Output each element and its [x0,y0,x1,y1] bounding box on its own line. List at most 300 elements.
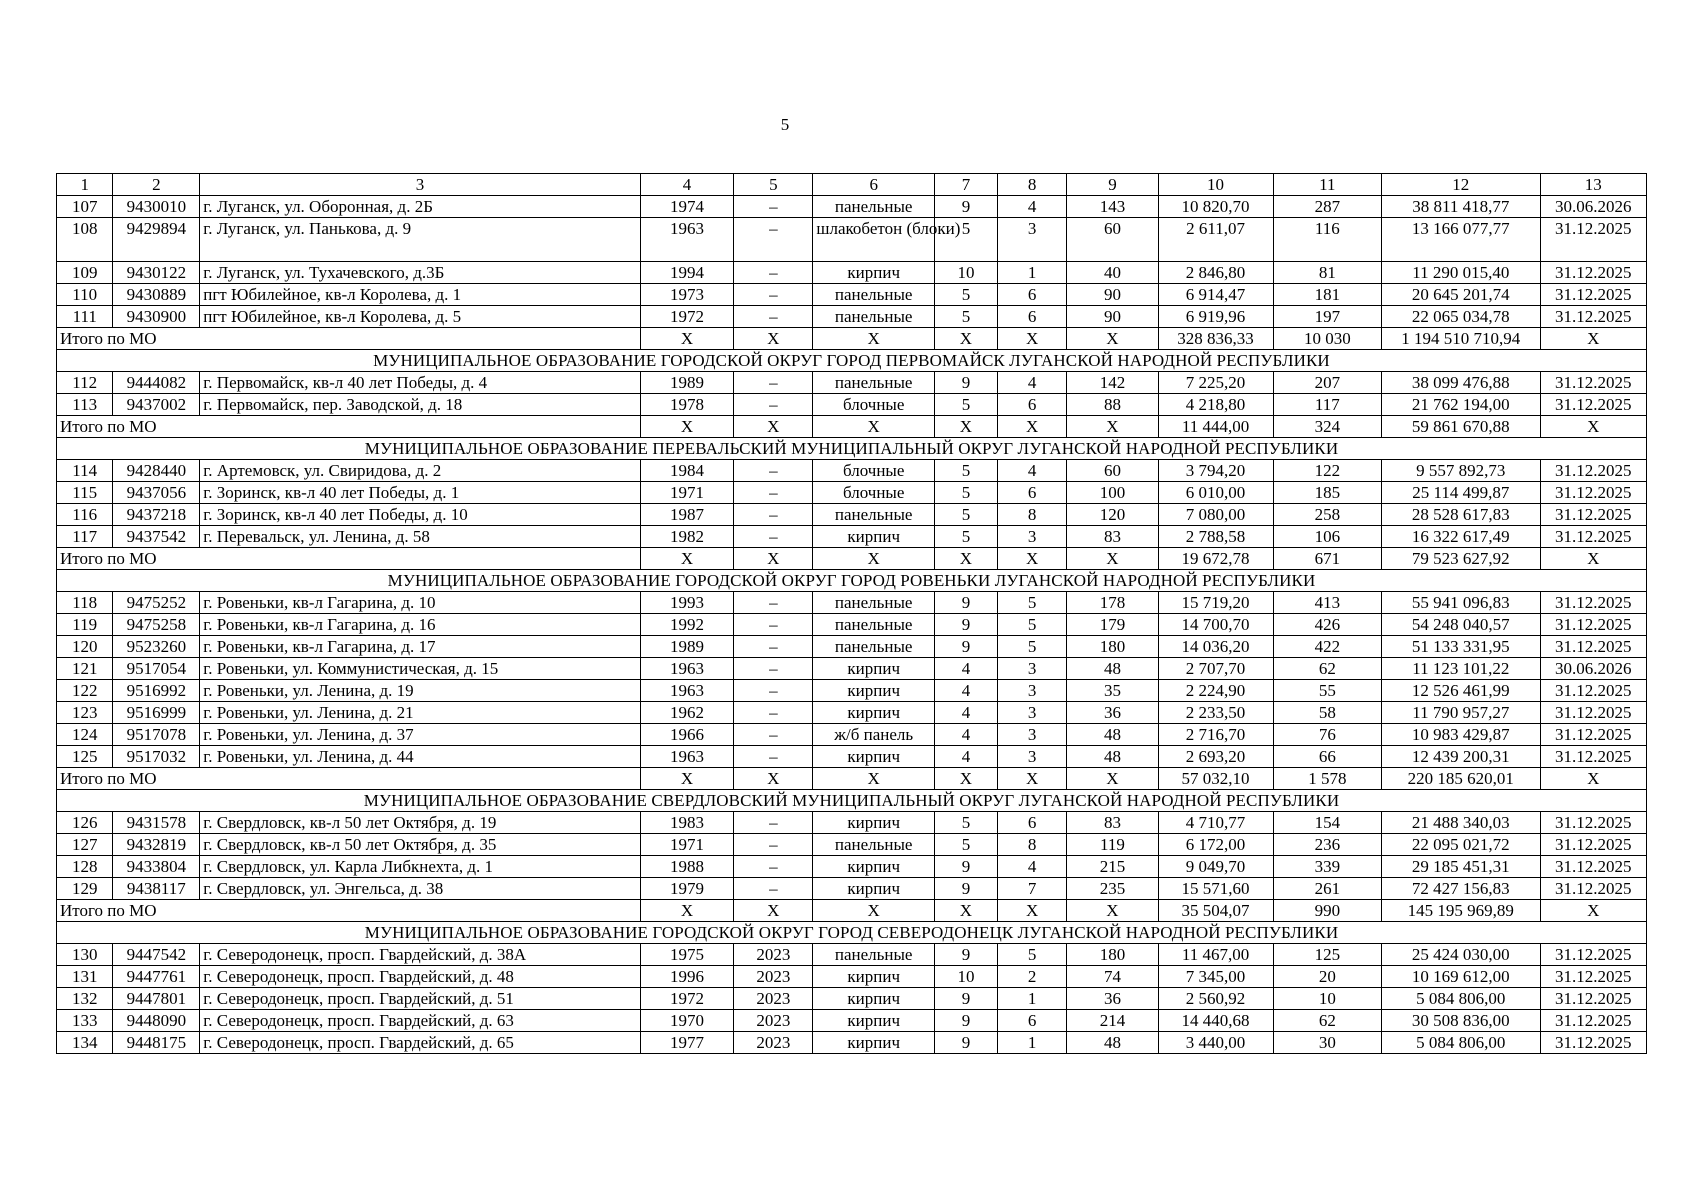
page-number: 5 [780,115,790,134]
total-area-cell: 10 820,70 [1158,196,1273,218]
subtotal-floors-cell: X [934,768,997,790]
table-row [57,1032,1647,1054]
subtotal-label: Итого по МО [57,548,641,570]
build-year-cell: 1987 [640,504,733,526]
apartments-cell: 48 [1067,746,1158,768]
build-year-cell: 1963 [640,680,733,702]
subtotal-row [57,900,1647,922]
cost-cell: 28 528 617,83 [1382,504,1540,526]
total-area-cell: 2 693,20 [1158,746,1273,768]
address-cell: г. Свердловск, ул. Энгельса, д. 38 [200,878,641,900]
wall-material-cell: кирпич [813,702,935,724]
municipality-section-row [57,570,1647,592]
row-number-cell: 130 [57,944,113,966]
build-year-cell: 1971 [640,834,733,856]
address-cell: г. Ровеньки, ул. Коммунистическая, д. 15 [200,658,641,680]
entrances-cell: 4 [997,372,1066,394]
row-number-cell: 108 [57,218,113,262]
build-year-cell: 1993 [640,592,733,614]
object-code-cell: 9444082 [113,372,200,394]
floors-cell: 9 [934,372,997,394]
subtotal-total-area-cell: 57 032,10 [1158,768,1273,790]
subtotal-total-area-cell: 328 836,33 [1158,328,1273,350]
subtotal-row [57,768,1647,790]
repair-year-cell: – [734,702,813,724]
wall-material-cell: ж/б панель [813,724,935,746]
deadline-cell: 31.12.2025 [1540,284,1646,306]
municipality-section-title: МУНИЦИПАЛЬНОЕ ОБРАЗОВАНИЕ СВЕРДЛОВСКИЙ МУНИЦИПАЛЬНЫЙ ОКРУГ ЛУГАНСКОЙ НАРОДНОЙ РЕСПУБЛИКИ [57,790,1647,812]
apartments-cell: 214 [1067,1010,1158,1032]
deadline-cell: 31.12.2025 [1540,394,1646,416]
build-year-cell: 1988 [640,856,733,878]
cost-cell: 16 322 617,49 [1382,526,1540,548]
floors-cell: 5 [934,284,997,306]
object-code-cell: 9447801 [113,988,200,1010]
build-year-cell: 1984 [640,460,733,482]
subtotal-deadline-cell: X [1540,768,1646,790]
wall-material-cell: кирпич [813,966,935,988]
wall-material-cell: панельные [813,614,935,636]
apartments-cell: 180 [1067,636,1158,658]
cost-cell: 12 526 461,99 [1382,680,1540,702]
cost-cell: 72 427 156,83 [1382,878,1540,900]
apartments-cell: 179 [1067,614,1158,636]
subtotal-repair-year-cell: X [734,900,813,922]
residents-cell: 81 [1273,262,1382,284]
row-number-cell: 122 [57,680,113,702]
entrances-cell: 2 [997,966,1066,988]
row-number-cell: 111 [57,306,113,328]
cost-cell: 11 290 015,40 [1382,262,1540,284]
object-code-cell: 9430010 [113,196,200,218]
apartments-cell: 215 [1067,856,1158,878]
apartments-cell: 40 [1067,262,1158,284]
object-code-cell: 9437542 [113,526,200,548]
table-row [57,834,1647,856]
floors-cell: 10 [934,262,997,284]
residents-cell: 181 [1273,284,1382,306]
address-cell: г. Свердловск, кв-л 50 лет Октября, д. 19 [200,812,641,834]
apartments-cell: 36 [1067,702,1158,724]
object-code-cell: 9447761 [113,966,200,988]
subtotal-deadline-cell: X [1540,416,1646,438]
deadline-cell: 31.12.2025 [1540,592,1646,614]
subtotal-floors-cell: X [934,900,997,922]
repair-year-cell: – [734,812,813,834]
subtotal-residents-cell: 1 578 [1273,768,1382,790]
deadline-cell: 30.06.2026 [1540,196,1646,218]
row-number-cell: 109 [57,262,113,284]
address-cell: г. Луганск, ул. Панькова, д. 9 [200,218,641,262]
subtotal-deadline-cell: X [1540,900,1646,922]
build-year-cell: 1989 [640,636,733,658]
subtotal-residents-cell: 324 [1273,416,1382,438]
address-cell: г. Ровеньки, ул. Ленина, д. 44 [200,746,641,768]
wall-material-cell: кирпич [813,878,935,900]
apartments-cell: 74 [1067,966,1158,988]
subtotal-apartments-cell: X [1067,328,1158,350]
subtotal-row [57,416,1647,438]
entrances-cell: 3 [997,746,1066,768]
entrances-cell: 3 [997,724,1066,746]
residents-cell: 116 [1273,218,1382,262]
floors-cell: 4 [934,746,997,768]
repair-year-cell: – [734,262,813,284]
deadline-cell: 31.12.2025 [1540,944,1646,966]
build-year-cell: 1963 [640,658,733,680]
total-area-cell: 2 846,80 [1158,262,1273,284]
table-row [57,944,1647,966]
apartments-cell: 119 [1067,834,1158,856]
residents-cell: 236 [1273,834,1382,856]
floors-cell: 9 [934,196,997,218]
row-number-cell: 117 [57,526,113,548]
cost-cell: 21 488 340,03 [1382,812,1540,834]
repair-year-cell: 2023 [734,966,813,988]
repair-year-cell: – [734,834,813,856]
repair-year-cell: – [734,504,813,526]
entrances-cell: 6 [997,306,1066,328]
repair-year-cell: – [734,526,813,548]
repair-year-cell: – [734,306,813,328]
floors-cell: 5 [934,504,997,526]
row-number-cell: 121 [57,658,113,680]
residents-cell: 185 [1273,482,1382,504]
apartments-cell: 36 [1067,988,1158,1010]
subtotal-wall-material-cell: X [813,328,935,350]
deadline-cell: 31.12.2025 [1540,966,1646,988]
build-year-cell: 1977 [640,1032,733,1054]
build-year-cell: 1979 [640,878,733,900]
entrances-cell: 6 [997,482,1066,504]
cost-cell: 11 790 957,27 [1382,702,1540,724]
deadline-cell: 31.12.2025 [1540,482,1646,504]
table-row [57,196,1647,218]
build-year-cell: 1970 [640,1010,733,1032]
row-number-cell: 132 [57,988,113,1010]
repair-year-cell: – [734,482,813,504]
row-number-cell: 133 [57,1010,113,1032]
entrances-cell: 5 [997,614,1066,636]
build-year-cell: 1983 [640,812,733,834]
wall-material-cell: кирпич [813,680,935,702]
subtotal-deadline-cell: X [1540,328,1646,350]
floors-cell: 9 [934,944,997,966]
floors-cell: 9 [934,592,997,614]
entrances-cell: 6 [997,1010,1066,1032]
residents-cell: 287 [1273,196,1382,218]
wall-material-cell: кирпич [813,526,935,548]
object-code-cell: 9430900 [113,306,200,328]
subtotal-entrances-cell: X [997,768,1066,790]
cost-cell: 25 424 030,00 [1382,944,1540,966]
address-cell: г. Ровеньки, кв-л Гагарина, д. 16 [200,614,641,636]
object-code-cell: 9517078 [113,724,200,746]
wall-material-cell: шлакобетон (блоки) [813,218,935,262]
build-year-cell: 1989 [640,372,733,394]
build-year-cell: 1971 [640,482,733,504]
apartments-cell: 120 [1067,504,1158,526]
wall-material-cell: блочные [813,394,935,416]
row-number-cell: 123 [57,702,113,724]
table-row [57,284,1647,306]
cost-cell: 51 133 331,95 [1382,636,1540,658]
total-area-cell: 3 440,00 [1158,1032,1273,1054]
wall-material-cell: панельные [813,372,935,394]
subtotal-entrances-cell: X [997,900,1066,922]
deadline-cell: 31.12.2025 [1540,1032,1646,1054]
entrances-cell: 4 [997,856,1066,878]
total-area-cell: 2 560,92 [1158,988,1273,1010]
subtotal-row [57,548,1647,570]
entrances-cell: 1 [997,262,1066,284]
subtotal-residents-cell: 671 [1273,548,1382,570]
cost-cell: 10 169 612,00 [1382,966,1540,988]
cost-cell: 38 099 476,88 [1382,372,1540,394]
row-number-cell: 131 [57,966,113,988]
address-cell: г. Северодонецк, просп. Гвардейский, д. 38А [200,944,641,966]
object-code-cell: 9516999 [113,702,200,724]
total-area-cell: 14 036,20 [1158,636,1273,658]
apartments-cell: 100 [1067,482,1158,504]
wall-material-cell: кирпич [813,746,935,768]
repair-year-cell: – [734,724,813,746]
subtotal-floors-cell: X [934,416,997,438]
residents-cell: 20 [1273,966,1382,988]
subtotal-cost-cell: 59 861 670,88 [1382,416,1540,438]
column-header-1: 1 [57,174,113,196]
floors-cell: 9 [934,1032,997,1054]
object-code-cell: 9432819 [113,834,200,856]
total-area-cell: 15 719,20 [1158,592,1273,614]
residents-cell: 76 [1273,724,1382,746]
cost-cell: 12 439 200,31 [1382,746,1540,768]
floors-cell: 5 [934,306,997,328]
table-row [57,680,1647,702]
subtotal-build-year-cell: X [640,416,733,438]
total-area-cell: 3 794,20 [1158,460,1273,482]
residents-cell: 30 [1273,1032,1382,1054]
floors-cell: 5 [934,834,997,856]
deadline-cell: 31.12.2025 [1540,218,1646,262]
subtotal-wall-material-cell: X [813,416,935,438]
table-row [57,592,1647,614]
object-code-cell: 9437056 [113,482,200,504]
subtotal-label: Итого по МО [57,768,641,790]
object-code-cell: 9437218 [113,504,200,526]
repair-year-cell: 2023 [734,1032,813,1054]
object-code-cell: 9517054 [113,658,200,680]
residents-cell: 10 [1273,988,1382,1010]
row-number-cell: 119 [57,614,113,636]
column-header-8: 8 [997,174,1066,196]
total-area-cell: 7 225,20 [1158,372,1273,394]
total-area-cell: 11 467,00 [1158,944,1273,966]
address-cell: г. Ровеньки, ул. Ленина, д. 19 [200,680,641,702]
municipality-section-title: МУНИЦИПАЛЬНОЕ ОБРАЗОВАНИЕ ПЕРЕВАЛЬСКИЙ МУНИЦИПАЛЬНЫЙ ОКРУГ ЛУГАНСКОЙ НАРОДНОЙ РЕСПУБЛИКИ [57,438,1647,460]
column-header-7: 7 [934,174,997,196]
column-header-9: 9 [1067,174,1158,196]
total-area-cell: 7 345,00 [1158,966,1273,988]
table-row [57,658,1647,680]
total-area-cell: 14 700,70 [1158,614,1273,636]
floors-cell: 9 [934,614,997,636]
wall-material-cell: панельные [813,944,935,966]
total-area-cell: 2 707,70 [1158,658,1273,680]
table-row [57,614,1647,636]
apartments-cell: 60 [1067,218,1158,262]
deadline-cell: 31.12.2025 [1540,988,1646,1010]
table-row [57,394,1647,416]
wall-material-cell: панельные [813,306,935,328]
entrances-cell: 1 [997,988,1066,1010]
cost-cell: 22 065 034,78 [1382,306,1540,328]
repair-year-cell: – [734,460,813,482]
apartments-cell: 90 [1067,284,1158,306]
entrances-cell: 4 [997,460,1066,482]
municipality-section-title: МУНИЦИПАЛЬНОЕ ОБРАЗОВАНИЕ ГОРОДСКОЙ ОКРУГ ГОРОД СЕВЕРОДОНЕЦК ЛУГАНСКОЙ НАРОДНОЙ РЕСПУБЛИКИ [57,922,1647,944]
table-row [57,372,1647,394]
residents-cell: 413 [1273,592,1382,614]
table-row [57,702,1647,724]
address-cell: г. Свердловск, ул. Карла Либкнехта, д. 1 [200,856,641,878]
subtotal-wall-material-cell: X [813,900,935,922]
address-cell: г. Ровеньки, кв-л Гагарина, д. 17 [200,636,641,658]
subtotal-total-area-cell: 35 504,07 [1158,900,1273,922]
address-cell: пгт Юбилейное, кв-л Королева, д. 1 [200,284,641,306]
address-cell: г. Свердловск, кв-л 50 лет Октября, д. 35 [200,834,641,856]
wall-material-cell: блочные [813,460,935,482]
subtotal-row [57,328,1647,350]
cost-cell: 25 114 499,87 [1382,482,1540,504]
wall-material-cell: кирпич [813,988,935,1010]
object-code-cell: 9475252 [113,592,200,614]
total-area-cell: 15 571,60 [1158,878,1273,900]
object-code-cell: 9475258 [113,614,200,636]
repair-year-cell: – [734,394,813,416]
deadline-cell: 31.12.2025 [1540,702,1646,724]
wall-material-cell: панельные [813,636,935,658]
subtotal-entrances-cell: X [997,416,1066,438]
column-header-3: 3 [200,174,641,196]
build-year-cell: 1978 [640,394,733,416]
table-row [57,482,1647,504]
column-header-4: 4 [640,174,733,196]
subtotal-apartments-cell: X [1067,548,1158,570]
deadline-cell: 31.12.2025 [1540,1010,1646,1032]
residents-cell: 62 [1273,1010,1382,1032]
build-year-cell: 1982 [640,526,733,548]
entrances-cell: 6 [997,812,1066,834]
total-area-cell: 4 710,77 [1158,812,1273,834]
subtotal-build-year-cell: X [640,548,733,570]
total-area-cell: 14 440,68 [1158,1010,1273,1032]
subtotal-cost-cell: 79 523 627,92 [1382,548,1540,570]
floors-cell: 4 [934,658,997,680]
subtotal-wall-material-cell: X [813,768,935,790]
repair-year-cell: – [734,614,813,636]
build-year-cell: 1975 [640,944,733,966]
subtotal-repair-year-cell: X [734,328,813,350]
address-cell: г. Зоринск, кв-л 40 лет Победы, д. 1 [200,482,641,504]
residents-cell: 62 [1273,658,1382,680]
residents-cell: 422 [1273,636,1382,658]
residents-cell: 339 [1273,856,1382,878]
table-row [57,966,1647,988]
build-year-cell: 1962 [640,702,733,724]
address-cell: г. Ровеньки, ул. Ленина, д. 37 [200,724,641,746]
row-number-cell: 110 [57,284,113,306]
residents-cell: 261 [1273,878,1382,900]
apartments-cell: 88 [1067,394,1158,416]
repair-year-cell: – [734,856,813,878]
total-area-cell: 9 049,70 [1158,856,1273,878]
table-row [57,724,1647,746]
repair-year-cell: – [734,658,813,680]
table-row [57,526,1647,548]
repair-year-cell: – [734,196,813,218]
residents-cell: 125 [1273,944,1382,966]
subtotal-label: Итого по МО [57,416,641,438]
housing-register-table [56,173,1647,1054]
total-area-cell: 7 080,00 [1158,504,1273,526]
residents-cell: 154 [1273,812,1382,834]
municipality-section-row [57,350,1647,372]
residents-cell: 207 [1273,372,1382,394]
municipality-section-row [57,790,1647,812]
cost-cell: 10 983 429,87 [1382,724,1540,746]
municipality-section-title: МУНИЦИПАЛЬНОЕ ОБРАЗОВАНИЕ ГОРОДСКОЙ ОКРУГ ГОРОД РОВЕНЬКИ ЛУГАНСКОЙ НАРОДНОЙ РЕСПУБЛИКИ [57,570,1647,592]
build-year-cell: 1996 [640,966,733,988]
row-number-cell: 113 [57,394,113,416]
object-code-cell: 9428440 [113,460,200,482]
cost-cell: 38 811 418,77 [1382,196,1540,218]
address-cell: г. Первомайск, кв-л 40 лет Победы, д. 4 [200,372,641,394]
entrances-cell: 5 [997,636,1066,658]
cost-cell: 54 248 040,57 [1382,614,1540,636]
row-number-cell: 127 [57,834,113,856]
total-area-cell: 6 919,96 [1158,306,1273,328]
address-cell: г. Северодонецк, просп. Гвардейский, д. 63 [200,1010,641,1032]
entrances-cell: 3 [997,526,1066,548]
apartments-cell: 35 [1067,680,1158,702]
floors-cell: 5 [934,394,997,416]
floors-cell: 4 [934,702,997,724]
column-header-10: 10 [1158,174,1273,196]
residents-cell: 258 [1273,504,1382,526]
subtotal-cost-cell: 220 185 620,01 [1382,768,1540,790]
address-cell: г. Луганск, ул. Тухачевского, д.3Б [200,262,641,284]
table-row [57,812,1647,834]
entrances-cell: 3 [997,680,1066,702]
object-code-cell: 9430889 [113,284,200,306]
floors-cell: 10 [934,966,997,988]
total-area-cell: 6 172,00 [1158,834,1273,856]
table-row [57,1010,1647,1032]
row-number-cell: 129 [57,878,113,900]
deadline-cell: 31.12.2025 [1540,680,1646,702]
apartments-cell: 48 [1067,724,1158,746]
object-code-cell: 9448175 [113,1032,200,1054]
subtotal-cost-cell: 145 195 969,89 [1382,900,1540,922]
repair-year-cell: 2023 [734,944,813,966]
apartments-cell: 180 [1067,944,1158,966]
subtotal-repair-year-cell: X [734,548,813,570]
repair-year-cell: – [734,372,813,394]
subtotal-floors-cell: X [934,328,997,350]
entrances-cell: 4 [997,196,1066,218]
deadline-cell: 31.12.2025 [1540,812,1646,834]
